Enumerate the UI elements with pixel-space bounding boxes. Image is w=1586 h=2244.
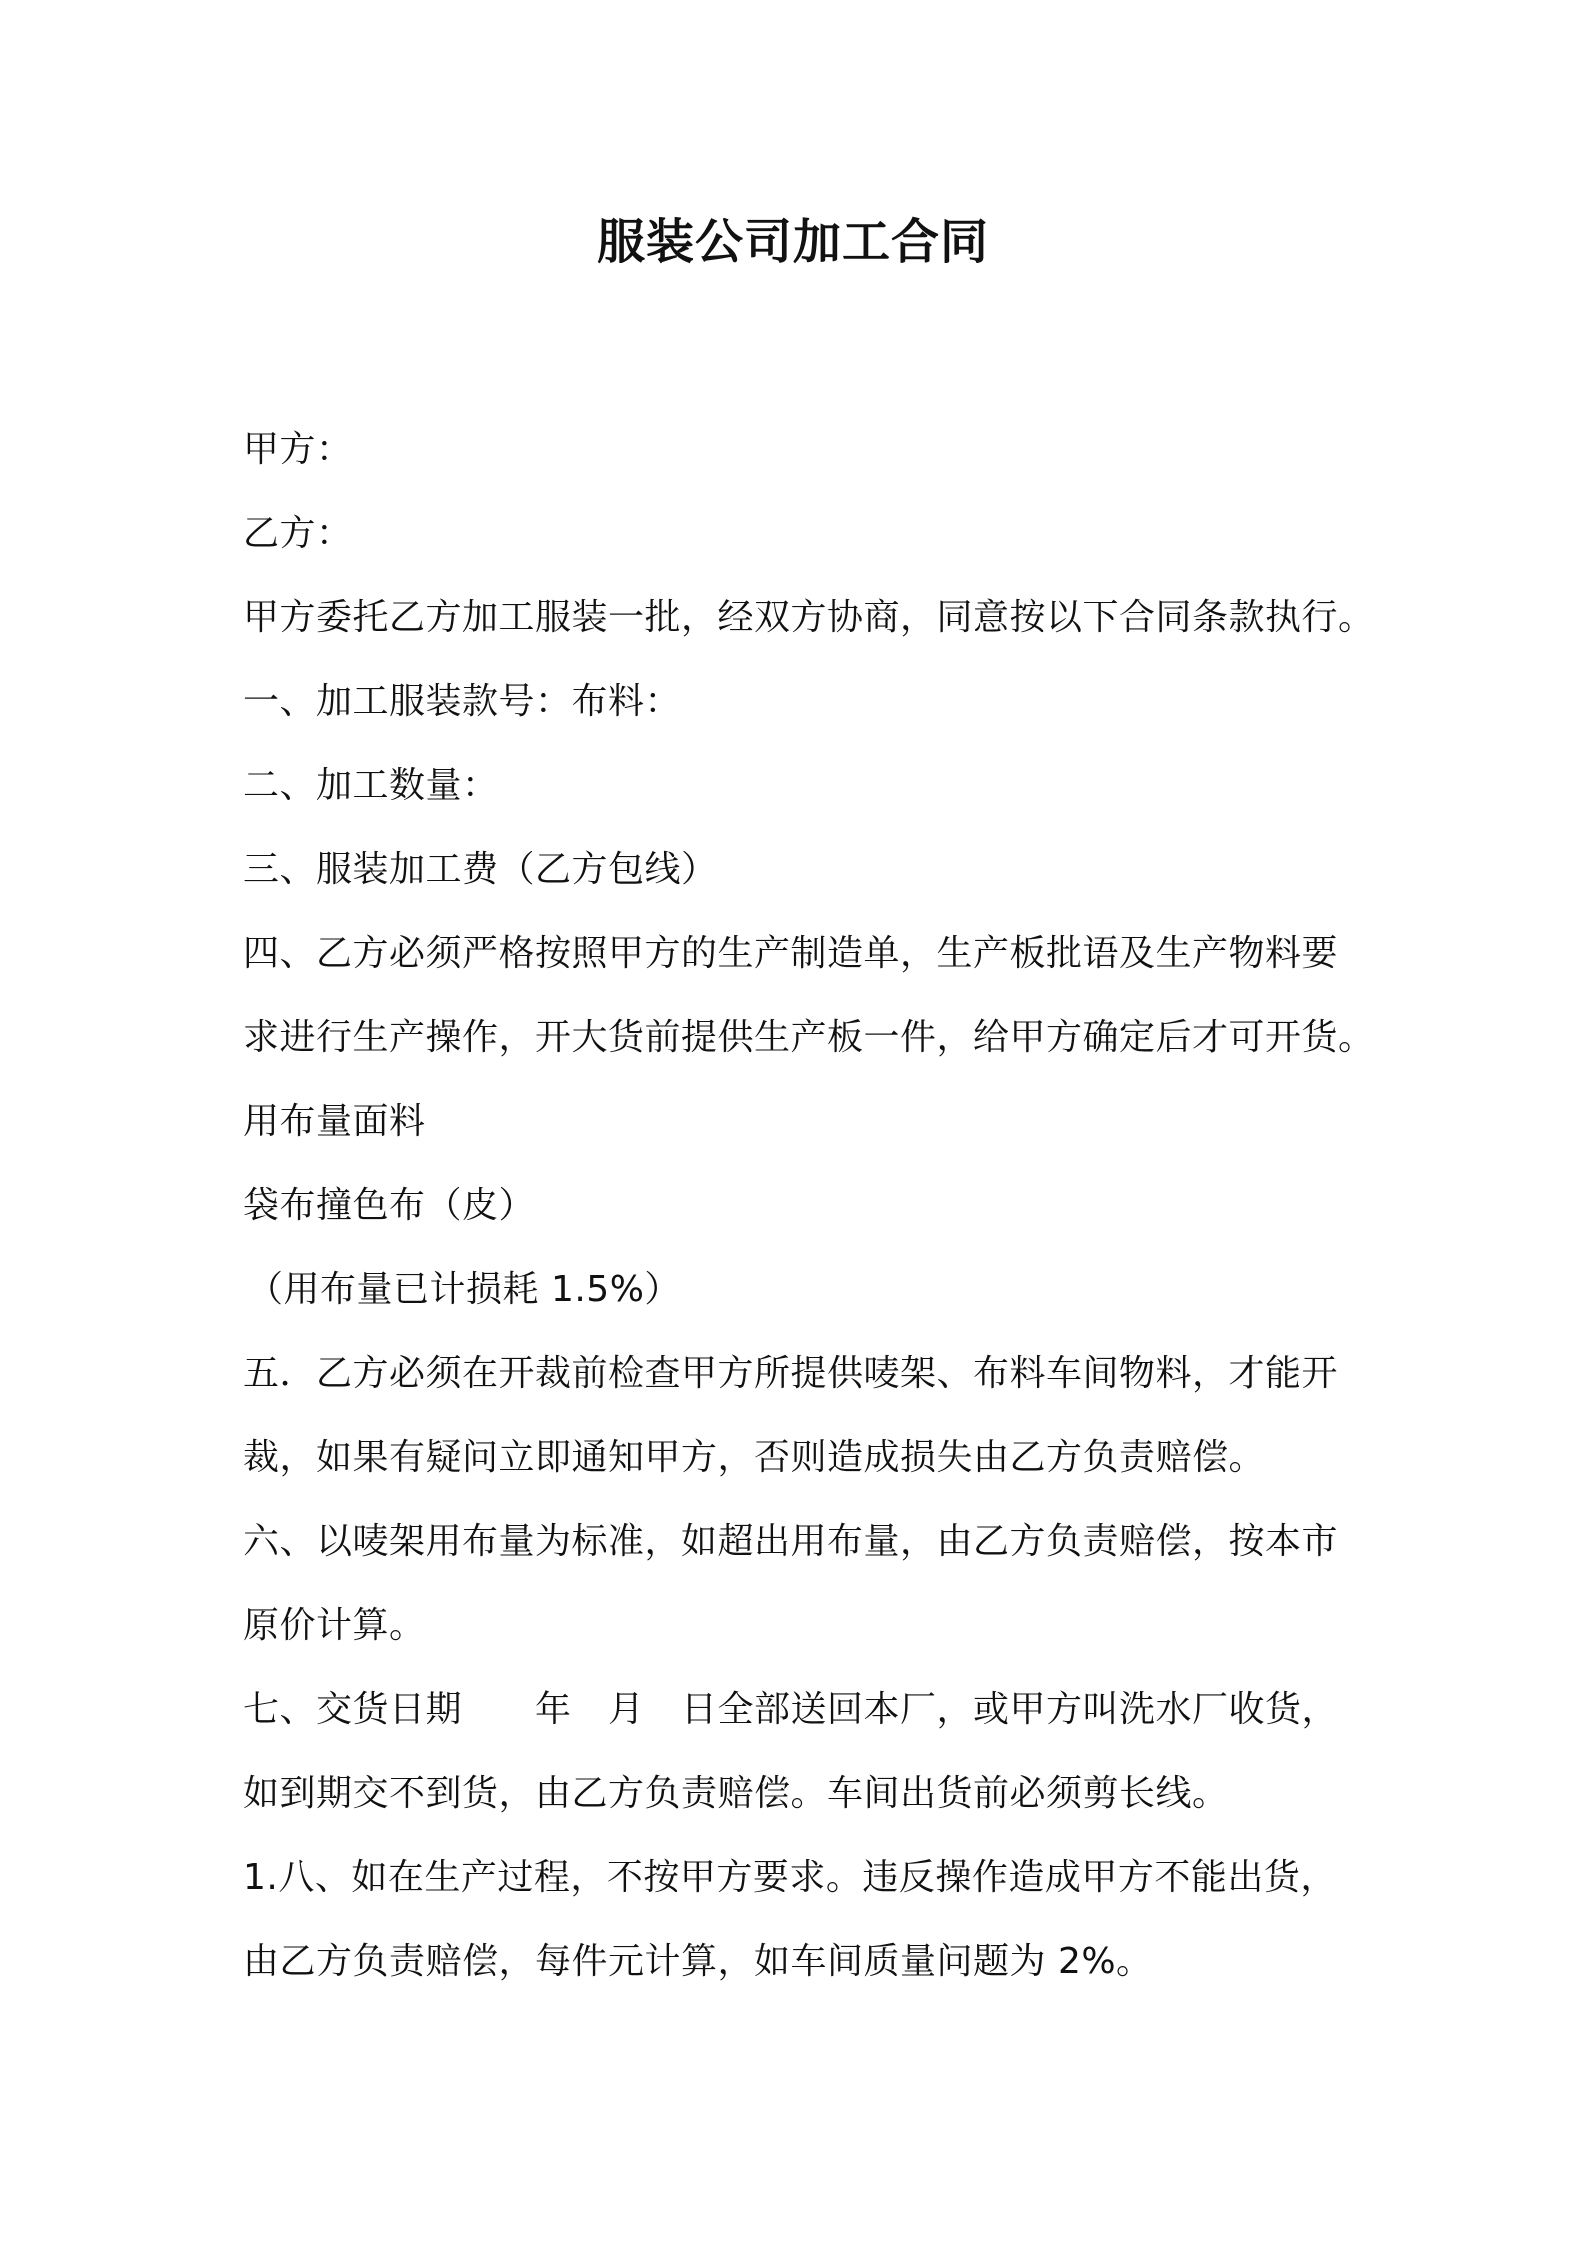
intro-line: 甲方委托乙方加工服装一批，经双方协商，同意按以下合同条款执行。 [243,597,1375,638]
pocket-fabric-line: 袋布撞色布（皮） [243,1185,536,1226]
fabric-usage-line: 用布量面料 [243,1101,426,1142]
clause-5-line-2: 裁，如果有疑问立即通知甲方，否则造成损失由乙方负责赔偿。 [243,1437,1266,1478]
clause-1-line: 一、加工服装款号：布料： [243,681,682,722]
clause-8-line-1: 1.八、如在生产过程，不按甲方要求。违反操作造成甲方不能出货， [243,1857,1337,1898]
clause-5-line-1: 五．乙方必须在开裁前检查甲方所提供唛架、布料车间物料，才能开 [243,1353,1339,1394]
clause-7-line-2: 如到期交不到货，由乙方负责赔偿。车间出货前必须剪长线。 [243,1773,1229,1814]
clause-4-line-1: 四、乙方必须严格按照甲方的生产制造单，生产板批语及生产物料要 [243,933,1339,974]
document-title: 服装公司加工合同 [596,214,989,270]
party-b-line: 乙方： [243,513,353,554]
clause-3-line: 三、服装加工费（乙方包线） [243,849,718,890]
clause-4-line-2: 求进行生产操作，开大货前提供生产板一件，给甲方确定后才可开货。 [243,1017,1375,1058]
party-a-line: 甲方： [243,429,353,470]
clause-2-line: 二、加工数量： [243,765,499,806]
contract-body [243,408,1375,2004]
clause-8-line-2: 由乙方负责赔偿，每件元计算，如车间质量问题为 2%。 [243,1941,1153,1982]
clause-6-line-2: 原价计算。 [243,1605,426,1646]
clause-6-line-1: 六、以唛架用布量为标准，如超出用布量，由乙方负责赔偿，按本市 [243,1521,1339,1562]
clause-7-line-1: 七、交货日期 年 月 日全部送回本厂，或甲方叫洗水厂收货， [243,1689,1339,1730]
loss-note-line: （用布量已计损耗 1.5%） [247,1269,681,1310]
